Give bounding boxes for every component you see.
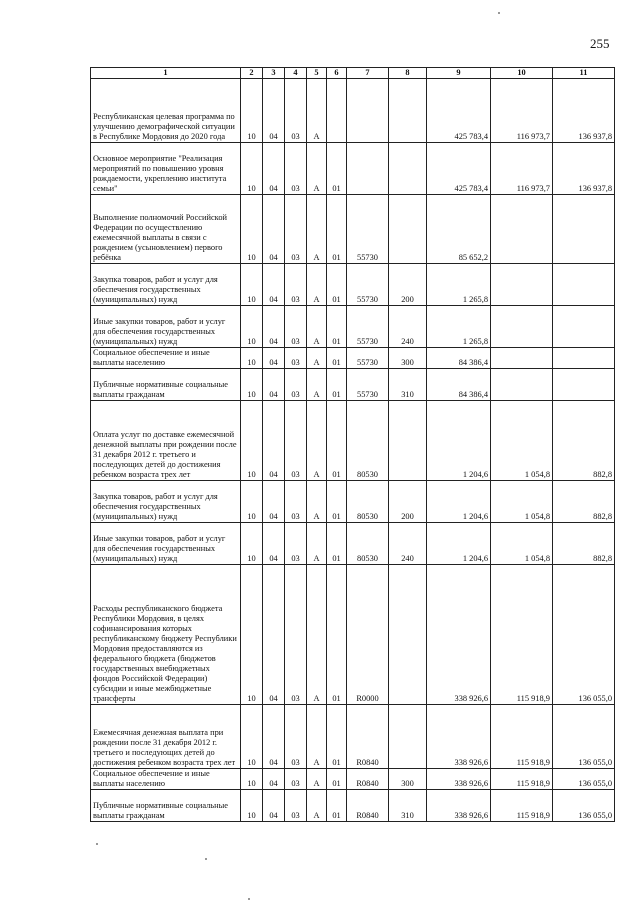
cell-col-5: А: [307, 769, 327, 790]
cell-col-6: 01: [327, 306, 347, 348]
cell-col-11: 136 937,8: [553, 79, 615, 143]
cell-col-4: 03: [285, 195, 307, 264]
cell-col-5: А: [307, 195, 327, 264]
cell-col-9: 84 386,4: [427, 369, 491, 401]
cell-col-6: 01: [327, 369, 347, 401]
cell-col-7: 55730: [347, 264, 389, 306]
cell-col-3: 04: [263, 143, 285, 195]
row-name: Ежемесячная денежная выплата при рождении после 31 декабря 2012 г. третьего и последующих детей до достижения ребенком возраста трех лет: [91, 705, 241, 769]
cell-col-4: 03: [285, 705, 307, 769]
cell-col-2: 10: [241, 523, 263, 565]
cell-col-6: 01: [327, 195, 347, 264]
cell-col-4: 03: [285, 369, 307, 401]
table-body: [91, 79, 615, 822]
cell-col-5: А: [307, 348, 327, 369]
cell-col-7: R0840: [347, 790, 389, 822]
header-cell-10: 10: [491, 68, 553, 79]
cell-col-9: 1 204,6: [427, 401, 491, 481]
cell-col-7: [347, 143, 389, 195]
cell-col-11: 882,8: [553, 401, 615, 481]
cell-col-10: 115 918,9: [491, 769, 553, 790]
row-name: Основное мероприятие "Реализация мероприятий по повышению уровня рождаемости, укреплению института семьи": [91, 143, 241, 195]
cell-col-5: А: [307, 705, 327, 769]
cell-col-3: 04: [263, 369, 285, 401]
cell-col-10: [491, 195, 553, 264]
cell-col-2: 10: [241, 143, 263, 195]
cell-col-4: 03: [285, 565, 307, 705]
cell-col-5: А: [307, 523, 327, 565]
cell-col-5: А: [307, 306, 327, 348]
cell-col-8: 240: [389, 306, 427, 348]
cell-col-6: 01: [327, 523, 347, 565]
cell-col-4: 03: [285, 306, 307, 348]
header-cell-5: 5: [307, 68, 327, 79]
scan-speck: [96, 843, 98, 845]
cell-col-2: 10: [241, 790, 263, 822]
cell-col-2: 10: [241, 481, 263, 523]
row-name: Оплата услуг по доставке ежемесячной денежной выплаты при рождении после 31 декабря 2012 г. третьего и последующих детей до достижения ребенком возраста трех лет: [91, 401, 241, 481]
cell-col-3: 04: [263, 79, 285, 143]
cell-col-7: R0840: [347, 705, 389, 769]
cell-col-10: [491, 369, 553, 401]
table-row: [91, 195, 615, 264]
table-row: [91, 143, 615, 195]
table-row: [91, 565, 615, 705]
cell-col-5: А: [307, 481, 327, 523]
cell-col-4: 03: [285, 523, 307, 565]
cell-col-10: 1 054,8: [491, 523, 553, 565]
table-header-row: [91, 68, 615, 79]
cell-col-8: 300: [389, 348, 427, 369]
cell-col-11: 136 937,8: [553, 143, 615, 195]
cell-col-10: 115 918,9: [491, 790, 553, 822]
cell-col-4: 03: [285, 79, 307, 143]
cell-col-6: 01: [327, 348, 347, 369]
cell-col-6: 01: [327, 565, 347, 705]
cell-col-11: [553, 369, 615, 401]
cell-col-6: 01: [327, 769, 347, 790]
row-name: Публичные нормативные социальные выплаты гражданам: [91, 369, 241, 401]
cell-col-10: 115 918,9: [491, 565, 553, 705]
cell-col-2: 10: [241, 348, 263, 369]
cell-col-10: 1 054,8: [491, 481, 553, 523]
cell-col-2: 10: [241, 306, 263, 348]
page-number: 255: [590, 36, 610, 51]
cell-col-7: R0000: [347, 565, 389, 705]
cell-col-3: 04: [263, 481, 285, 523]
cell-col-8: 310: [389, 790, 427, 822]
header-cell-11: 11: [553, 68, 615, 79]
row-name: Республиканская целевая программа по улучшению демографической ситуации в Республике Мордовия до 2020 года: [91, 79, 241, 143]
cell-col-7: 55730: [347, 195, 389, 264]
cell-col-2: 10: [241, 401, 263, 481]
header-cell-3: 3: [263, 68, 285, 79]
cell-col-10: [491, 264, 553, 306]
cell-col-8: 200: [389, 481, 427, 523]
cell-col-7: 55730: [347, 369, 389, 401]
table-row: [91, 401, 615, 481]
cell-col-2: 10: [241, 369, 263, 401]
cell-col-3: 04: [263, 523, 285, 565]
cell-col-9: 338 926,6: [427, 769, 491, 790]
header-cell-1: 1: [91, 68, 241, 79]
cell-col-3: 04: [263, 769, 285, 790]
cell-col-3: 04: [263, 401, 285, 481]
cell-col-8: 310: [389, 369, 427, 401]
cell-col-11: 882,8: [553, 523, 615, 565]
table-row: [91, 769, 615, 790]
cell-col-8: 300: [389, 769, 427, 790]
cell-col-8: 200: [389, 264, 427, 306]
row-name: Иные закупки товаров, работ и услуг для обеспечения государственных (муниципальных) нужд: [91, 523, 241, 565]
cell-col-10: 1 054,8: [491, 401, 553, 481]
cell-col-11: 136 055,0: [553, 705, 615, 769]
row-name: Публичные нормативные социальные выплаты гражданам: [91, 790, 241, 822]
cell-col-4: 03: [285, 348, 307, 369]
scan-speck: [248, 898, 250, 900]
cell-col-8: [389, 705, 427, 769]
header-cell-6: 6: [327, 68, 347, 79]
cell-col-5: А: [307, 369, 327, 401]
cell-col-9: 338 926,6: [427, 565, 491, 705]
cell-col-9: 84 386,4: [427, 348, 491, 369]
cell-col-10: [491, 348, 553, 369]
cell-col-9: 338 926,6: [427, 790, 491, 822]
cell-col-5: А: [307, 790, 327, 822]
cell-col-2: 10: [241, 565, 263, 705]
cell-col-3: 04: [263, 195, 285, 264]
cell-col-9: 425 783,4: [427, 143, 491, 195]
cell-col-5: А: [307, 143, 327, 195]
cell-col-10: 116 973,7: [491, 79, 553, 143]
cell-col-7: 55730: [347, 306, 389, 348]
cell-col-6: 01: [327, 481, 347, 523]
cell-col-7: [347, 79, 389, 143]
header-cell-7: 7: [347, 68, 389, 79]
cell-col-11: [553, 264, 615, 306]
cell-col-9: 1 204,6: [427, 523, 491, 565]
cell-col-11: 136 055,0: [553, 790, 615, 822]
table-row: [91, 264, 615, 306]
cell-col-2: 10: [241, 705, 263, 769]
cell-col-4: 03: [285, 481, 307, 523]
table-row: [91, 369, 615, 401]
cell-col-6: 01: [327, 790, 347, 822]
row-name: Расходы республиканского бюджета Республики Мордовия, в целях софинансирования которых республиканскому бюджету Республики Мордовия предоставляются из федерального бюджета (бюджетов государственных внебюджетных фондов Российской Федерации) субсидии и иные межбюджетные трансферты: [91, 565, 241, 705]
cell-col-6: [327, 79, 347, 143]
cell-col-3: 04: [263, 348, 285, 369]
cell-col-3: 04: [263, 306, 285, 348]
cell-col-8: [389, 401, 427, 481]
cell-col-2: 10: [241, 195, 263, 264]
cell-col-9: 338 926,6: [427, 705, 491, 769]
cell-col-3: 04: [263, 565, 285, 705]
cell-col-8: 240: [389, 523, 427, 565]
scan-speck: [498, 12, 500, 14]
header-cell-4: 4: [285, 68, 307, 79]
cell-col-4: 03: [285, 401, 307, 481]
row-name: Выполнение полномочий Российской Федерации по осуществлению ежемесячной выплаты в связи с рождением (усыновлением) первого ребёнка: [91, 195, 241, 264]
scan-speck: [205, 858, 207, 860]
cell-col-3: 04: [263, 705, 285, 769]
table-row: [91, 790, 615, 822]
cell-col-7: R0840: [347, 769, 389, 790]
budget-table: [90, 67, 615, 822]
cell-col-3: 04: [263, 790, 285, 822]
cell-col-5: А: [307, 401, 327, 481]
cell-col-8: [389, 565, 427, 705]
cell-col-11: 882,8: [553, 481, 615, 523]
cell-col-4: 03: [285, 790, 307, 822]
cell-col-4: 03: [285, 769, 307, 790]
cell-col-9: 85 652,2: [427, 195, 491, 264]
header-cell-8: 8: [389, 68, 427, 79]
cell-col-5: А: [307, 264, 327, 306]
header-cell-2: 2: [241, 68, 263, 79]
cell-col-8: [389, 195, 427, 264]
cell-col-6: 01: [327, 401, 347, 481]
cell-col-7: 80530: [347, 401, 389, 481]
cell-col-10: [491, 306, 553, 348]
cell-col-6: 01: [327, 143, 347, 195]
cell-col-11: 136 055,0: [553, 565, 615, 705]
cell-col-11: 136 055,0: [553, 769, 615, 790]
cell-col-7: 80530: [347, 523, 389, 565]
table-row: [91, 306, 615, 348]
cell-col-9: 1 204,6: [427, 481, 491, 523]
cell-col-6: 01: [327, 705, 347, 769]
table-row: [91, 79, 615, 143]
cell-col-8: [389, 143, 427, 195]
cell-col-2: 10: [241, 264, 263, 306]
table-row: [91, 523, 615, 565]
cell-col-2: 10: [241, 769, 263, 790]
cell-col-4: 03: [285, 143, 307, 195]
cell-col-10: 116 973,7: [491, 143, 553, 195]
cell-col-6: 01: [327, 264, 347, 306]
cell-col-3: 04: [263, 264, 285, 306]
cell-col-9: 425 783,4: [427, 79, 491, 143]
cell-col-7: 80530: [347, 481, 389, 523]
cell-col-4: 03: [285, 264, 307, 306]
cell-col-8: [389, 79, 427, 143]
row-name: Закупка товаров, работ и услуг для обеспечения государственных (муниципальных) нужд: [91, 264, 241, 306]
cell-col-11: [553, 348, 615, 369]
row-name: Социальное обеспечение и иные выплаты населению: [91, 769, 241, 790]
cell-col-10: 115 918,9: [491, 705, 553, 769]
cell-col-9: 1 265,8: [427, 306, 491, 348]
row-name: Социальное обеспечение и иные выплаты населению: [91, 348, 241, 369]
cell-col-7: 55730: [347, 348, 389, 369]
table-row: [91, 705, 615, 769]
cell-col-9: 1 265,8: [427, 264, 491, 306]
table-row: [91, 481, 615, 523]
cell-col-5: А: [307, 79, 327, 143]
header-cell-9: 9: [427, 68, 491, 79]
cell-col-5: А: [307, 565, 327, 705]
table-row: [91, 348, 615, 369]
cell-col-11: [553, 195, 615, 264]
row-name: Иные закупки товаров, работ и услуг для обеспечения государственных (муниципальных) нужд: [91, 306, 241, 348]
cell-col-2: 10: [241, 79, 263, 143]
cell-col-11: [553, 306, 615, 348]
row-name: Закупка товаров, работ и услуг для обеспечения государственных (муниципальных) нужд: [91, 481, 241, 523]
